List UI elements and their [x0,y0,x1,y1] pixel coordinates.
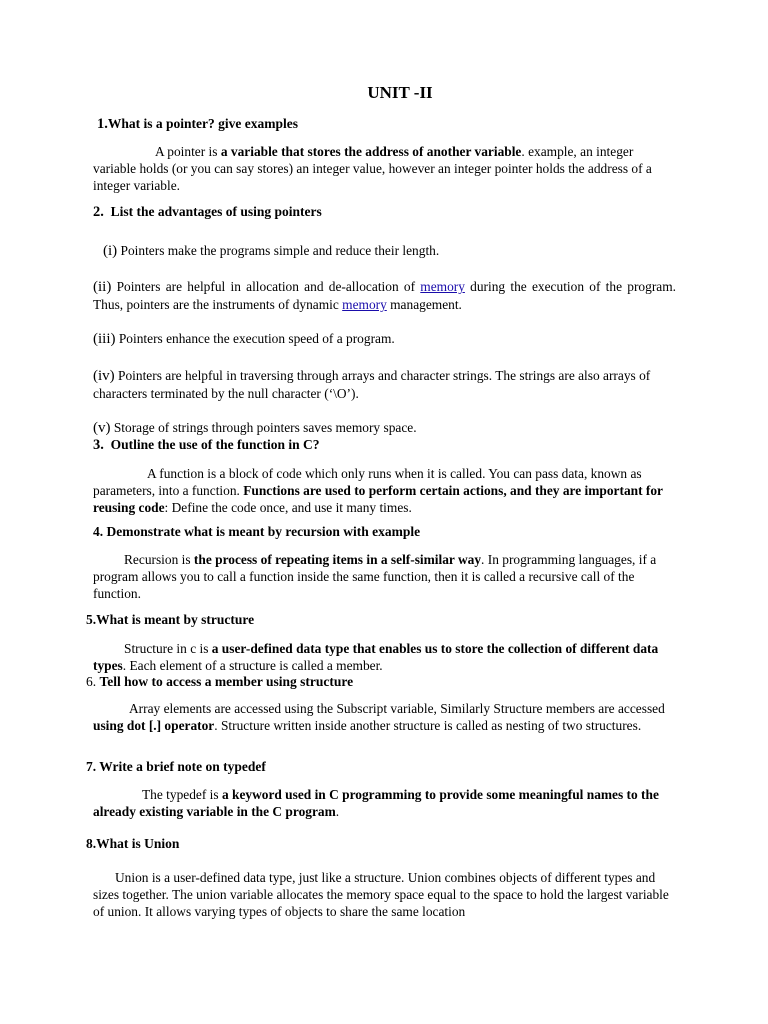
answer-6-text-end: . Structure written inside another structure is called as nesting of two structures. [214,718,642,733]
question-6-number: 6. [86,674,100,689]
answer-5-emphasis: a user-defined data type that enables us to store the collection of different data types [93,641,659,673]
answer-5-text-end: . Each element of a structure is called a member. [122,658,383,673]
advantage-item-5 [93,419,676,437]
advantage-item-2-text-mid: during the execution of the program. Thus, pointers are the instruments of dynamic [93,279,676,312]
answer-8-text: Union is a user-defined data type, just like a structure. Union combines objects of different types and sizes together. The union variable allocates the memory space equal to the space to hold the largest variable of union. It allows varying types of objects to share the same location [93,870,669,919]
question-2-number: 2. [93,204,104,220]
answer-6 [93,700,676,734]
advantage-item-2-text-end: management. [386,297,462,312]
advantage-item-5-text: Storage of strings through pointers saves memory space. [110,420,417,435]
advantage-item-1-text: Pointers make the programs simple and reduce their length. [117,243,440,258]
advantage-item-2 [93,278,676,313]
answer-3-text-end: : Define the code once, and use it many times. [164,500,412,515]
advantage-item-1-number: (i) [103,243,118,259]
answer-4 [93,551,676,602]
answer-1 [93,143,676,194]
answer-4-emphasis: the process of repeating items in a self-similar way [193,552,482,567]
page-title: UNIT -II [367,83,433,102]
advantage-item-4 [93,367,676,402]
memory-link[interactable]: memory [342,297,387,312]
question-3-heading [93,437,320,454]
question-2-text: List the advantages of using pointers [110,204,322,219]
question-8-heading: 8.What is Union [86,836,180,851]
answer-7-text-end: . [335,804,340,819]
advantage-item-3-number: (iii) [93,331,116,347]
question-1-heading [97,116,298,133]
advantage-item-4-number: (iv) [93,368,115,384]
answer-3-emphasis: Functions are used to perform certain actions, and they are important for reusing code [93,483,663,515]
advantage-item-5-number: (v) [93,420,111,436]
answer-8 [93,869,676,920]
question-3-number: 3. [93,437,104,453]
question-6-text: Tell how to access a member using structure [99,674,354,689]
question-2-heading [93,204,322,221]
advantage-item-2-number: (ii) [93,279,112,295]
answer-4-text-end: . In programming languages, if a program allows you to call a function inside the same function, then it is called a recursive call of the function. [93,552,657,601]
answer-7-text: The typedef is [142,787,222,802]
answer-7-emphasis: a keyword used in C programming to provide some meaningful names to the already existing variable in the C program [93,787,659,819]
answer-3 [93,465,676,516]
answer-3-text: A function is a block of code which only runs when it is called. You can pass data, known as parameters, into a function. [93,466,642,498]
answer-1-emphasis: a variable that stores the address of another variable [220,144,522,159]
answer-5-text: Structure in c is [124,641,212,656]
memory-link[interactable]: memory [420,279,465,294]
answer-7 [93,786,676,820]
question-1-text: What is a pointer? give examples [107,116,298,131]
advantage-item-2-text: Pointers are helpful in allocation and de-allocation of [111,279,421,294]
answer-1-text-end: . example, an integer variable holds (or you can say stores) an integer value, however an integer pointer holds the address of a integer variable. [93,144,652,193]
question-4-heading: 4. Demonstrate what is meant by recursion with example [93,524,421,539]
question-6-heading [86,674,353,690]
question-1-number: 1. [97,116,108,132]
answer-4-text: Recursion is [124,552,194,567]
question-3-text: Outline the use of the function in C? [110,437,320,452]
advantage-item-1 [103,242,676,260]
question-7-heading: 7. Write a brief note on typedef [86,759,266,774]
question-5-heading: 5.What is meant by structure [86,612,255,627]
advantage-item-3 [93,330,676,348]
answer-1-text: A pointer is [155,144,221,159]
answer-5 [93,640,676,674]
advantage-item-3-text: Pointers enhance the execution speed of a program. [115,331,395,346]
answer-6-text: Array elements are accessed using the Subscript variable, Similarly Structure members are accessed [129,701,665,716]
advantage-item-4-text: Pointers are helpful in traversing through arrays and character strings. The strings are also arrays of characters terminated by the null character (‘\O’). [93,368,651,401]
answer-6-emphasis: using dot [.] operator [93,718,215,733]
